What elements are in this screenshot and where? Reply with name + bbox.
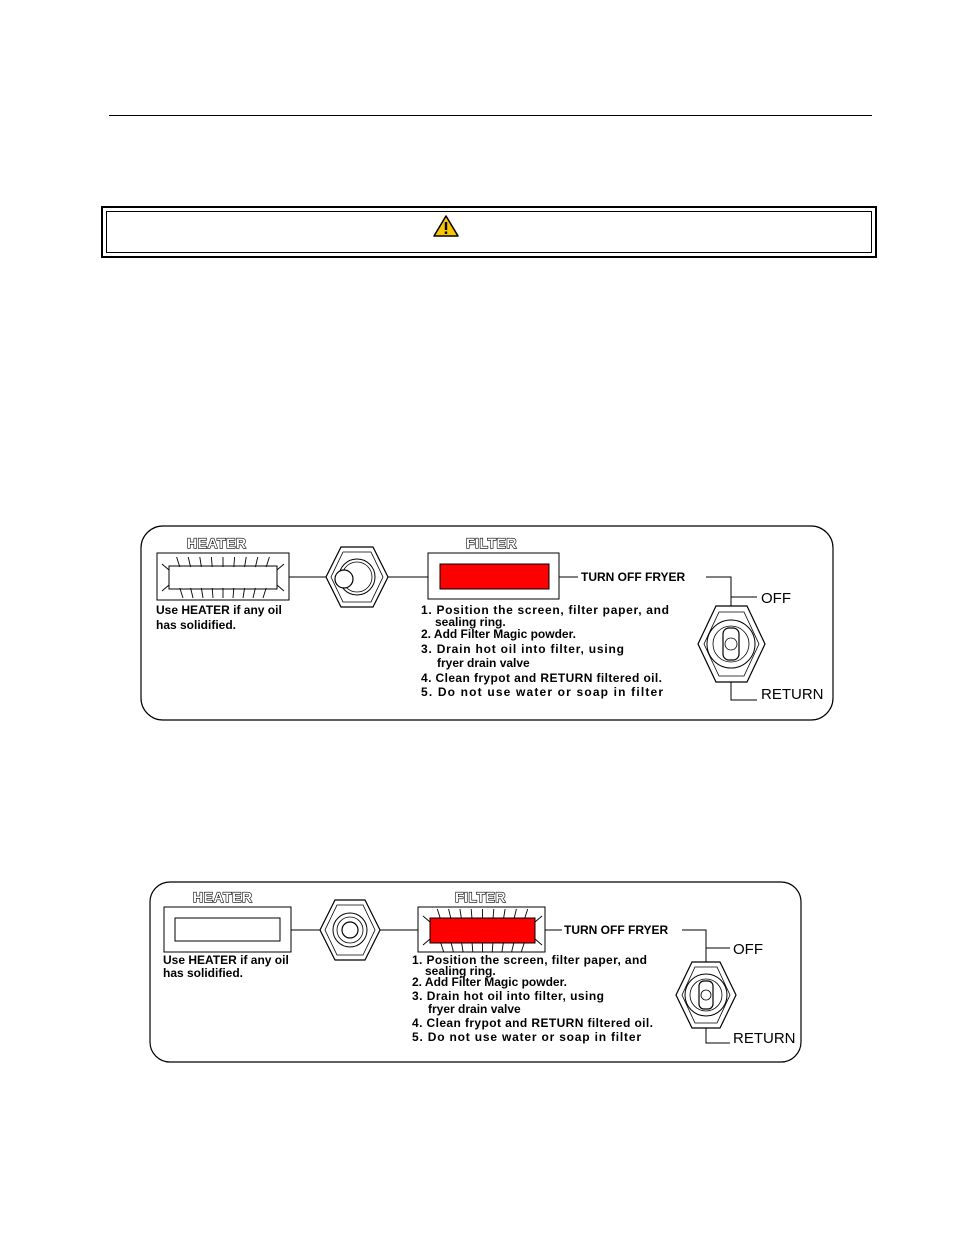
- filter-label: FILTER: [455, 889, 506, 905]
- heater-toggle-switch[interactable]: [320, 900, 380, 960]
- step-1: 1. Position the screen, filter paper, and: [412, 953, 647, 967]
- heater-note-line-2: has solidified.: [163, 966, 244, 980]
- heater-lamp-inner: [175, 918, 280, 941]
- step-1-cont: sealing ring.: [425, 964, 496, 978]
- step-2: 2. Add Filter Magic powder.: [421, 627, 576, 641]
- step-3: 3. Drain hot oil into filter, using: [421, 642, 624, 656]
- heater-label: HEATER: [187, 535, 247, 551]
- step-5: 5. Do not use water or soap in filter: [421, 685, 663, 699]
- heater-label: HEATER: [193, 889, 253, 905]
- off-label: OFF: [733, 941, 763, 958]
- step-2: 2. Add Filter Magic powder.: [412, 975, 567, 989]
- connector-line: [682, 930, 706, 962]
- step-4: 4. Clean frypot and RETURN filtered oil.: [412, 1016, 653, 1030]
- off-label: OFF: [761, 590, 791, 607]
- step-3-cont: fryer drain valve: [428, 1002, 521, 1016]
- step-1: 1. Position the screen, filter paper, and: [421, 603, 669, 617]
- step-1-cont: sealing ring.: [435, 615, 506, 629]
- heater-note-line-2: has solidified.: [156, 618, 237, 632]
- return-label: RETURN: [733, 1030, 796, 1047]
- turn-off-fryer-label: TURN OFF FRYER: [564, 923, 669, 937]
- filter-lamp-inner: [430, 918, 535, 943]
- turn-off-fryer-label: TURN OFF FRYER: [581, 570, 686, 584]
- filter-label: FILTER: [466, 535, 517, 551]
- step-4: 4. Clean frypot and RETURN filtered oil.: [421, 671, 662, 685]
- step-3: 3. Drain hot oil into filter, using: [412, 989, 604, 1003]
- step-5: 5. Do not use water or soap in filter: [412, 1030, 641, 1044]
- heater-note-line-1: Use HEATER if any oil: [156, 603, 282, 617]
- return-label: RETURN: [761, 686, 824, 703]
- heater-note-line-1: Use HEATER if any oil: [163, 953, 289, 967]
- connector-line: [706, 1028, 730, 1043]
- step-3-cont: fryer drain valve: [437, 656, 530, 670]
- oil-return-valve-knob[interactable]: [676, 962, 736, 1028]
